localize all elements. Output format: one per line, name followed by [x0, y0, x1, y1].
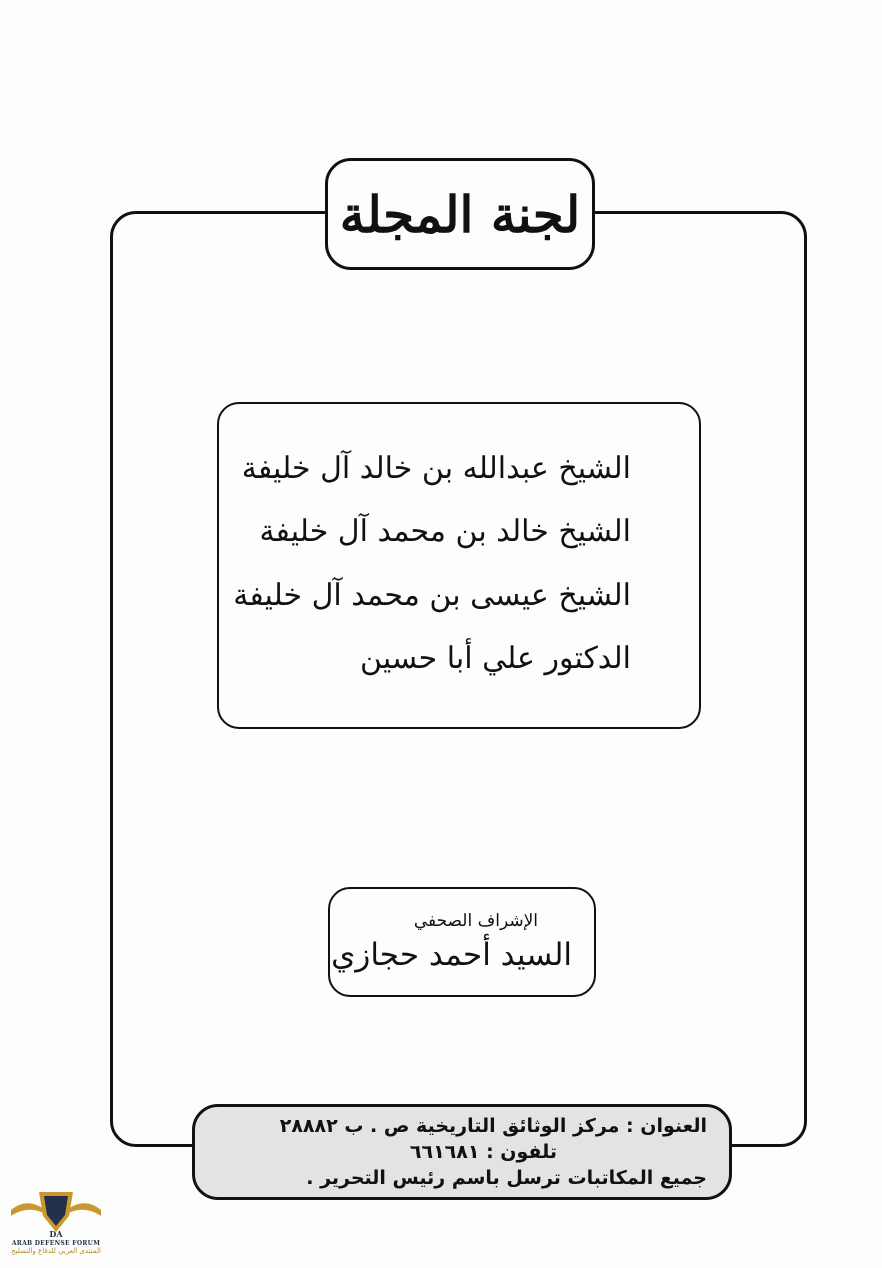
title-box: [325, 158, 595, 270]
logo-english-text: ARAB DEFENSE FORUM: [11, 1240, 101, 1247]
logo-abbr: DA: [49, 1229, 63, 1238]
editorial-supervision-box: [328, 887, 596, 997]
address-line: العنوان : مركز الوثائق التاريخية ص . ب ٢٨٨٨٢: [279, 1115, 707, 1137]
member-2: الشيخ خالد بن محمد آل خليفة: [259, 514, 631, 550]
member-3: الشيخ عيسى بن محمد آل خليفة: [233, 577, 631, 613]
page-title: لجنة المجلة: [339, 184, 581, 244]
address-box: [192, 1104, 732, 1200]
committee-members-box: [217, 402, 701, 729]
member-1: الشيخ عبدالله بن خالد آل خليفة: [241, 450, 631, 486]
supervisor-name: السيد أحمد حجازي: [331, 937, 572, 973]
forum-watermark-logo: [6, 1186, 106, 1264]
member-4: الدكتور علي أبا حسين: [359, 641, 631, 677]
logo-arabic-text: المنتدى العربي للدفاع والتسليح: [11, 1247, 101, 1255]
supervision-label: الإشراف الصحفي: [413, 911, 538, 931]
phone-line: تلفون : ٦٦١٦٨١: [409, 1141, 557, 1163]
eagle-shield-icon: [9, 1186, 103, 1238]
correspondence-line: جميع المكاتبات ترسل باسم رئيس التحرير .: [306, 1167, 707, 1189]
